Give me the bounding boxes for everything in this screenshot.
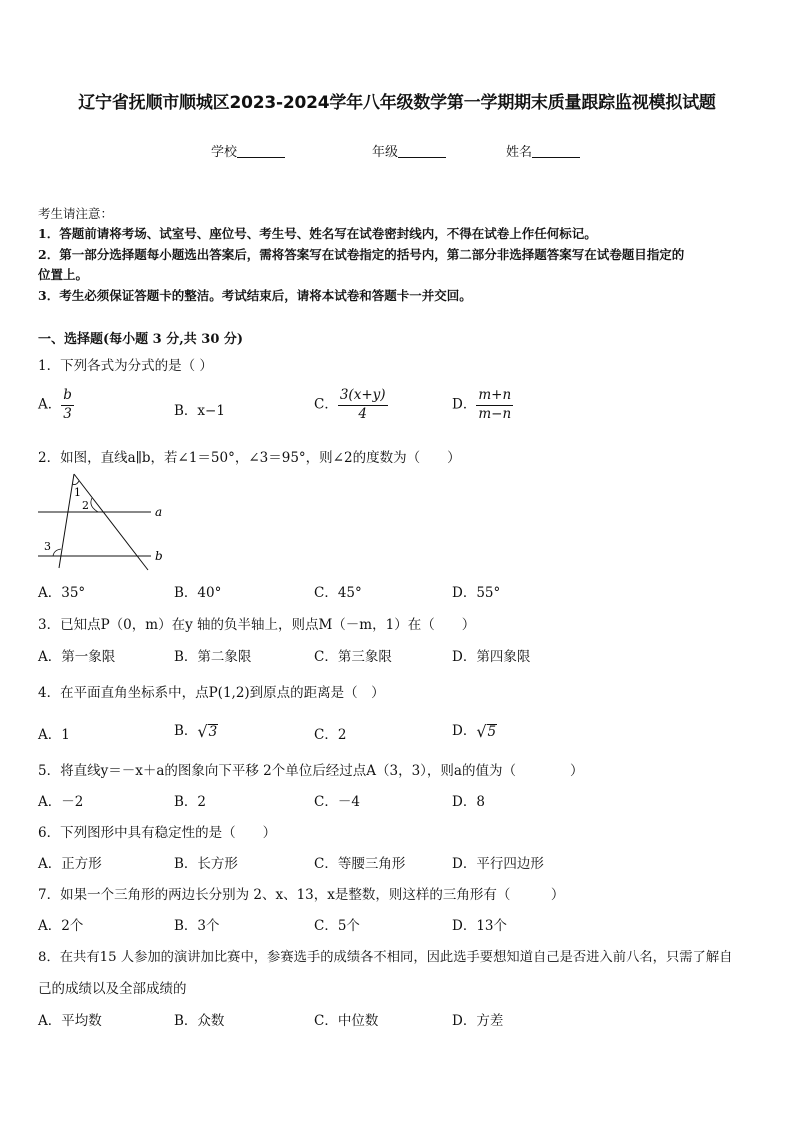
q5-stem: 5．将直线y＝－x＋a的图象向下平移 2个单位后经过点A（3，3），则a的值为（ ） <box>38 763 584 779</box>
q4-option-d[interactable]: D． √ 5 <box>452 721 497 741</box>
q6-option-b[interactable]: B．长方形 <box>174 856 238 872</box>
grade-field: 年级 <box>372 141 446 160</box>
notice-item: 2．第一部分选择题每小题选出答案后，需将答案写在试卷指定的括号内，第二部分非选择题答案写在试卷题目指定的 <box>38 247 685 262</box>
q6-option-a[interactable]: A．正方形 <box>38 856 102 872</box>
notice-heading: 考生请注意： <box>38 206 114 221</box>
q5-option-a[interactable]: A．－2 <box>38 794 84 810</box>
line-a-label: a <box>155 505 163 519</box>
q1-option-d[interactable]: D． $\frac{m+n}{m-n}$ <box>452 387 512 422</box>
school-blank[interactable] <box>237 145 285 158</box>
q3-option-a[interactable]: A．第一象限 <box>38 649 116 665</box>
q7-option-a[interactable]: A．2个 <box>38 918 84 934</box>
q7-option-b[interactable]: B．3个 <box>174 918 220 934</box>
q3-option-d[interactable]: D．第四象限 <box>452 649 531 665</box>
angle-3-arc <box>53 549 61 556</box>
notice-item: 位置上。 <box>38 267 89 282</box>
fraction: $\frac{m+n}{m-n}$ <box>478 387 512 422</box>
q2-option-a[interactable]: A．35° <box>38 585 86 601</box>
line-b-label: b <box>155 549 163 563</box>
q8-stem-continued: 己的成绩以及全部成绩的 <box>38 981 187 997</box>
q3-option-b[interactable]: B．第二象限 <box>174 649 252 665</box>
q8-option-c[interactable]: C．中位数 <box>314 1013 379 1029</box>
q3-stem: 3．已知点P（0，m）在y 轴的负半轴上，则点M（－m，1）在（ ） <box>38 617 476 633</box>
grade-blank[interactable] <box>398 145 446 158</box>
q2-option-c[interactable]: C．45° <box>314 585 362 601</box>
school-field: 学校 <box>211 141 285 160</box>
q3-option-c[interactable]: C．第三象限 <box>314 649 392 665</box>
fraction: $\frac{3(x+y)}{4}$ <box>339 387 386 422</box>
q5-option-b[interactable]: B．2 <box>174 794 207 810</box>
parallel-lines-figure <box>36 470 176 574</box>
q7-stem: 7．如果一个三角形的两边长分别为 2、x、13，x是整数，则这样的三角形有（ ） <box>38 887 565 903</box>
q7-option-c[interactable]: C．5个 <box>314 918 360 934</box>
q6-stem: 6．下列图形中具有稳定性的是（ ） <box>38 825 277 841</box>
q4-option-a[interactable]: A．1 <box>38 727 70 743</box>
q2-stem: 2．如图，直线a∥b，若∠1＝50°，∠3＝95°，则∠2的度数为（ ） <box>38 450 461 466</box>
name-blank[interactable] <box>532 145 580 158</box>
q6-option-c[interactable]: C．等腰三角形 <box>314 856 406 872</box>
q8-option-b[interactable]: B．众数 <box>174 1013 225 1029</box>
name-field: 姓名 <box>506 141 580 160</box>
notice-item: 1．答题前请将考场、试室号、座位号、考生号、姓名写在试卷密封线内，不得在试卷上作任何标记。 <box>38 226 597 241</box>
q6-option-d[interactable]: D．平行四边形 <box>452 856 544 872</box>
q5-option-d[interactable]: D．8 <box>452 794 485 810</box>
q4-stem: 4．在平面直角坐标系中，点P(1,2)到原点的距离是（ ） <box>38 685 385 701</box>
notice-item: 3．考生必须保证答题卡的整洁。考试结束后，请将本试卷和答题卡一并交回。 <box>38 288 472 303</box>
angle-1-label: 1 <box>74 486 81 499</box>
q4-option-c[interactable]: C．2 <box>314 727 347 743</box>
angle-3-label: 3 <box>44 540 51 553</box>
section-heading: 一、选择题(每小题 3 分,共 30 分) <box>38 332 244 347</box>
q1-stem: 1．下列各式为分式的是（ ） <box>38 358 213 374</box>
q1-option-b[interactable]: B．x−1 <box>174 403 225 419</box>
q2-option-d[interactable]: D．55° <box>452 585 501 601</box>
q8-option-a[interactable]: A．平均数 <box>38 1013 102 1029</box>
angle-2-label: 2 <box>82 499 89 512</box>
q2-option-b[interactable]: B．40° <box>174 585 222 601</box>
square-root: √ 5 <box>476 721 497 741</box>
q8-option-d[interactable]: D．方差 <box>452 1013 504 1029</box>
transversal-left <box>59 474 74 568</box>
q8-stem: 8．在共有15 人参加的演讲加比赛中，参赛选手的成绩各不相同，因此选手要想知道自己是否进入前八名，只需了解自 <box>38 950 733 965</box>
q4-option-b[interactable]: B． √ 3 <box>174 721 218 741</box>
q7-option-d[interactable]: D．13个 <box>452 918 508 934</box>
angle-1-arc <box>73 481 80 485</box>
q1-option-c[interactable]: C． $\frac{3(x+y)}{4}$ <box>314 387 386 422</box>
q1-option-a[interactable]: A． $\frac{b}{3}$ <box>38 387 72 422</box>
page-title: 辽宁省抚顺市顺城区2023-2024学年八年级数学第一学期期末质量跟踪监视模拟试题 <box>78 93 716 113</box>
square-root: √ 3 <box>197 721 218 741</box>
fraction: $\frac{b}{3}$ <box>63 387 72 422</box>
q5-option-c[interactable]: C．－4 <box>314 794 360 810</box>
